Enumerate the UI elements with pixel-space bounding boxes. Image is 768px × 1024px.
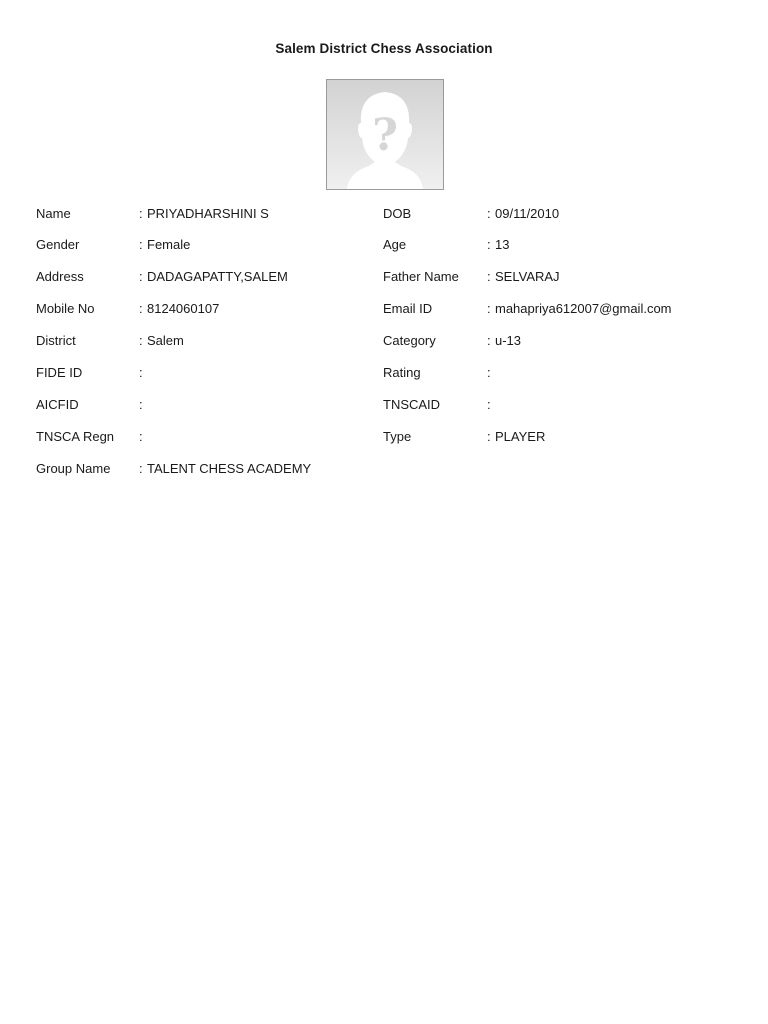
mobile-no-colon: : bbox=[139, 301, 143, 316]
tnsca-regn-label: TNSCA Regn bbox=[36, 429, 115, 444]
district-value: Salem bbox=[147, 333, 184, 348]
field-type bbox=[383, 429, 743, 445]
field-fide-id bbox=[36, 365, 366, 381]
field-rating bbox=[383, 365, 743, 381]
field-district bbox=[36, 333, 366, 349]
field-group-name bbox=[36, 461, 366, 477]
gender-label: Gender bbox=[36, 237, 80, 252]
email-id-colon: : bbox=[487, 301, 491, 316]
district-colon: : bbox=[139, 333, 143, 348]
email-id-value: mahapriya612007@gmail.com bbox=[495, 301, 672, 316]
field-gender bbox=[36, 237, 366, 253]
email-id-label: Email ID bbox=[383, 301, 433, 316]
fide-id-colon: : bbox=[139, 365, 143, 380]
field-father-name bbox=[383, 269, 743, 285]
page-title: Salem District Chess Association bbox=[275, 41, 493, 56]
age-label: Age bbox=[383, 237, 407, 252]
field-aicfid bbox=[36, 397, 366, 413]
gender-value: Female bbox=[147, 237, 191, 252]
category-label: Category bbox=[383, 333, 436, 348]
group-name-colon: : bbox=[139, 461, 143, 476]
category-value: u-13 bbox=[495, 333, 522, 348]
tnscaid-colon: : bbox=[487, 397, 491, 412]
field-tnscaid bbox=[383, 397, 743, 413]
tnsca-regn-colon: : bbox=[139, 429, 143, 444]
dob-colon: : bbox=[487, 206, 491, 221]
aicfid-label: AICFID bbox=[36, 397, 79, 412]
tnscaid-label: TNSCAID bbox=[383, 397, 441, 412]
age-value: 13 bbox=[495, 237, 510, 252]
address-label: Address bbox=[36, 269, 84, 284]
group-name-value: TALENT CHESS ACADEMY bbox=[147, 461, 312, 476]
svg-text:?: ? bbox=[372, 110, 398, 161]
type-label: Type bbox=[383, 429, 412, 444]
field-dob bbox=[383, 206, 743, 222]
field-age bbox=[383, 237, 743, 253]
father-name-label: Father Name bbox=[383, 269, 459, 284]
field-category bbox=[383, 333, 743, 349]
category-colon: : bbox=[487, 333, 491, 348]
name-label: Name bbox=[36, 206, 71, 221]
field-tnsca-regn bbox=[36, 429, 366, 445]
field-address bbox=[36, 269, 366, 285]
field-mobile-no bbox=[36, 301, 366, 317]
father-name-value: SELVARAJ bbox=[495, 269, 560, 284]
unknown-person-placeholder-icon bbox=[327, 80, 443, 189]
mobile-no-label: Mobile No bbox=[36, 301, 95, 316]
age-colon: : bbox=[487, 237, 491, 252]
dob-label: DOB bbox=[383, 206, 412, 221]
group-name-label: Group Name bbox=[36, 461, 111, 476]
mobile-no-value: 8124060107 bbox=[147, 301, 220, 316]
player-photo bbox=[326, 79, 444, 190]
name-colon: : bbox=[139, 206, 143, 221]
rating-label: Rating bbox=[383, 365, 421, 380]
name-value: PRIYADHARSHINI S bbox=[147, 206, 269, 221]
address-value: DADAGAPATTY,SALEM bbox=[147, 269, 288, 284]
field-email-id bbox=[383, 301, 743, 317]
gender-colon: : bbox=[139, 237, 143, 252]
dob-value: 09/11/2010 bbox=[495, 206, 560, 221]
type-colon: : bbox=[487, 429, 491, 444]
aicfid-colon: : bbox=[139, 397, 143, 412]
field-name bbox=[36, 206, 366, 222]
type-value: PLAYER bbox=[495, 429, 546, 444]
fide-id-label: FIDE ID bbox=[36, 365, 83, 380]
father-name-colon: : bbox=[487, 269, 491, 284]
rating-colon: : bbox=[487, 365, 491, 380]
district-label: District bbox=[36, 333, 76, 348]
address-colon: : bbox=[139, 269, 143, 284]
